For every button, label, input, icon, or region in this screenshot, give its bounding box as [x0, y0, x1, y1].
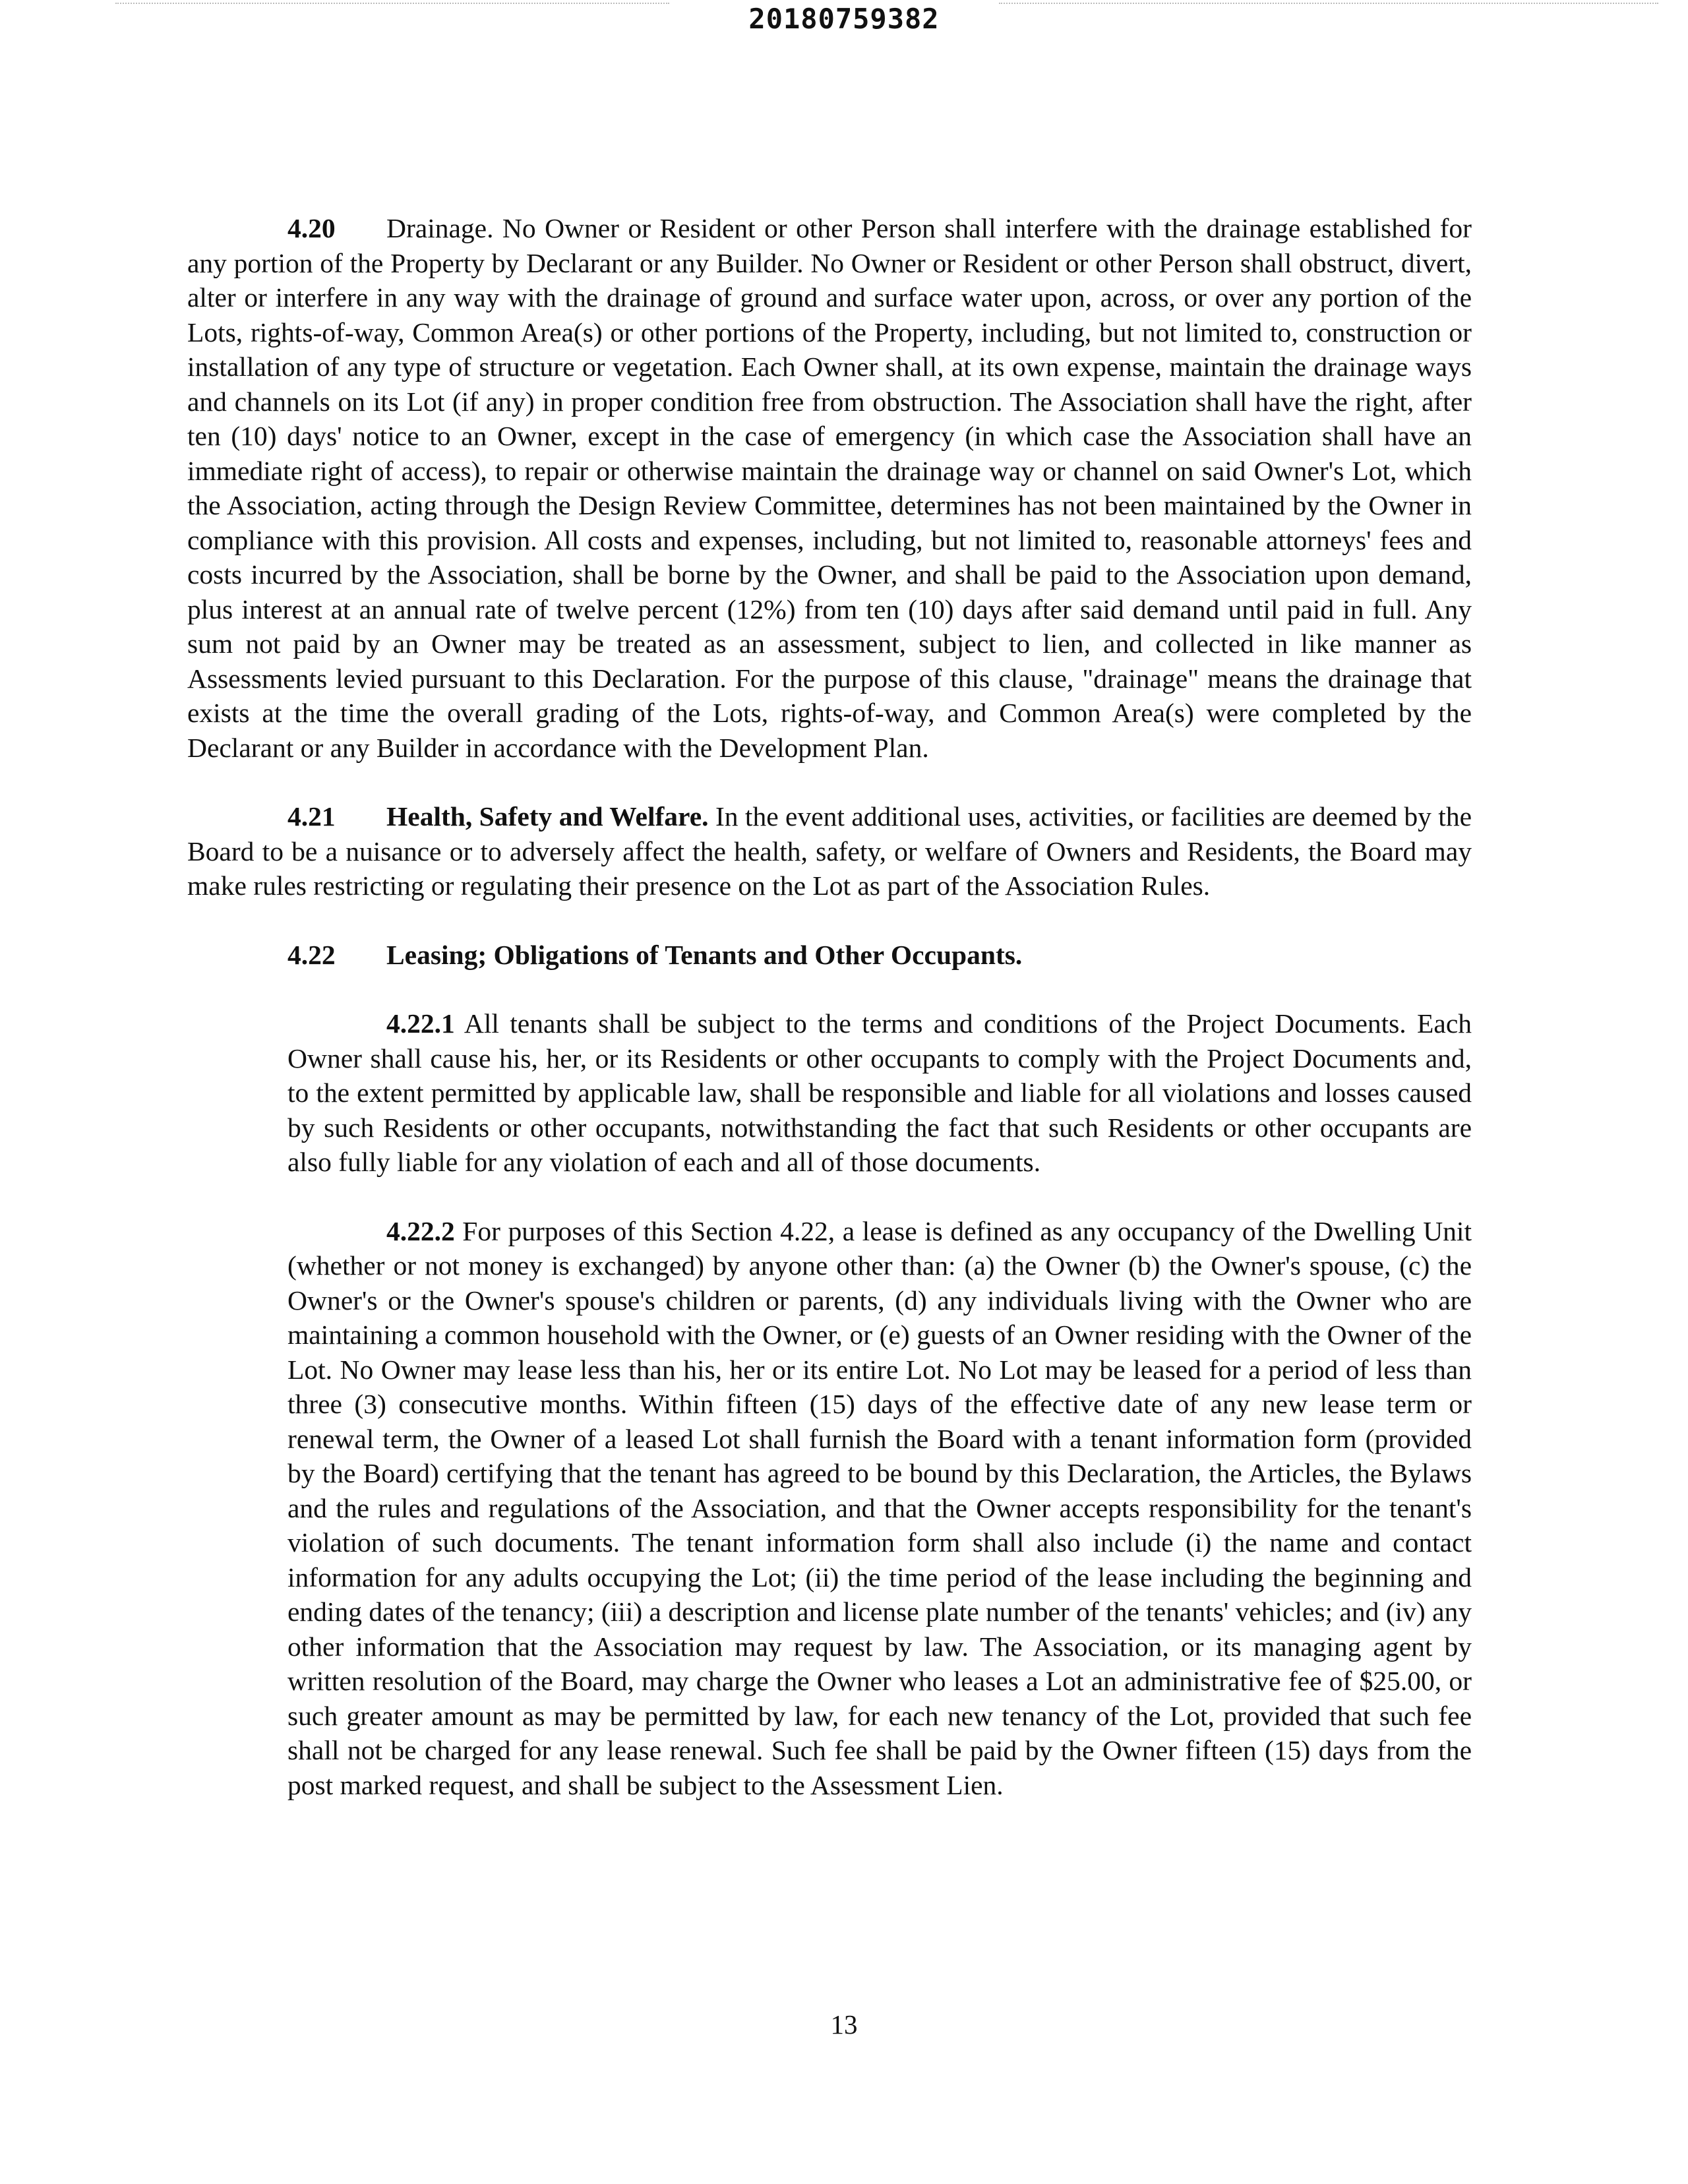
page-body: [187, 211, 1472, 1836]
section-number: 4.21: [287, 801, 336, 832]
document-number: 20180759382: [748, 3, 940, 35]
subsection-number: 4.22.1: [386, 1008, 455, 1039]
section-4-21: [187, 799, 1472, 903]
subsection-text: For purposes of this Section 4.22, a lease is defined as any occupancy of the Dwelling Unit (whether or not money is exchanged) by anyone other than: (a) the Owner (b) the Owner's spouse, (c) the Owner's or the Owner's spouse's children or parents, (d) any individuals living with the Owner who are maintaining a common household with the Owner, or (e) guests of an Owner residing with the Owner of the Lot. No Owner may lease less than his, her or its entire Lot. No Lot may be leased for a period of less than three (3) consecutive months. Within fifteen (15) days of the effective date of any new lease term or renewal term, the Owner of a leased Lot shall furnish the Board with a tenant information form (provided by the Board) certifying that the tenant has agreed to be bound by this Declaration, the Articles, the Bylaws and the rules and regulations of the Association, and that the Owner accepts responsibility for the tenant's violation of such documents. The tenant information form shall also include (i) the name and contact information for any adults occupying the Lot; (ii) the time period of the lease including the beginning and ending dates of the tenancy; (iii) a description and license plate number of the tenants' vehicles; and (iv) any other information that the Association may request by law. The Association, or its managing agent by written resolution of the Board, may charge the Owner who leases a Lot an administrative fee of $25.00, or such greater amount as may be permitted by law, for each new tenancy of the Lot, provided that such fee shall not be charged for any lease renewal. Such fee shall be paid by the Owner fifteen (15) days from the post marked request, and shall be subject to the Assessment Lien.: [287, 1215, 1472, 1800]
section-4-22-2: [287, 1214, 1472, 1803]
document-header: [0, 0, 1688, 40]
section-number: 4.20: [287, 213, 336, 243]
subsection-number: 4.22.2: [386, 1215, 455, 1246]
section-title: Health, Safety and Welfare.: [386, 801, 709, 832]
section-4-22-1: [287, 1006, 1472, 1180]
section-title: Leasing; Obligations of Tenants and Other Occupants.: [386, 939, 1023, 970]
section-4-20: [187, 211, 1472, 765]
section-number: 4.22: [287, 939, 336, 970]
section-text: Drainage. No Owner or Resident or other Person shall interfere with the drainage established for any portion of the Property by Declarant or any Builder. No Owner or Resident or other Person shall obstruct, divert, alter or interfere in any way with the drainage of ground and surface water upon, across, or over any portion of the Lots, rights-of-way, Common Area(s) or other portions of the Property, including, but not limited to, construction or installation of any type of structure or vegetation. Each Owner shall, at its own expense, maintain the drainage ways and channels on its Lot (if any) in proper condition free from obstruction. The Association shall have the right, after ten (10) days' notice to an Owner, except in the case of emergency (in which case the Association shall have an immediate right of access), to repair or otherwise maintain the drainage way or channel on said Owner's Lot, which the Association, acting through the Design Review Committee, determines has not been maintained by the Owner in compliance with this provision. All costs and expenses, including, but not limited to, reasonable attorneys' fees and costs incurred by the Association, shall be borne by the Owner, and shall be paid to the Association upon demand, plus interest at an annual rate of twelve percent (12%) from ten (10) days after said demand until paid in full. Any sum not paid by an Owner may be treated as an assessment, subject to lien, and collected in like manner as Assessments levied pursuant to this Declaration. For the purpose of this clause, "drainage" means the drainage that exists at the time the overall grading of the Lots, rights-of-way, and Common Area(s) were completed by the Declarant or any Builder in accordance with the Development Plan.: [187, 213, 1472, 763]
section-4-22-heading: [187, 938, 1472, 973]
section-text: In the event additional uses, activities, or facilities are deemed by the Board to be a nuisance or to adversely affect the health, safety, or welfare of Owners and Residents, the Board may make rules restricting or regulating their presence on the Lot as part of the Association Rules.: [187, 801, 1472, 901]
subsection-text: All tenants shall be subject to the terms and conditions of the Project Documents. Each Owner shall cause his, her, or its Residents or other occupants to comply with the Project Documents and, to the extent permitted by applicable law, shall be responsible and liable for all violations and losses caused by such Residents or other occupants, notwithstanding the fact that such Residents or other occupants are also fully liable for any violation of each and all of those documents.: [287, 1008, 1472, 1177]
page-number: 13: [830, 2009, 858, 2040]
